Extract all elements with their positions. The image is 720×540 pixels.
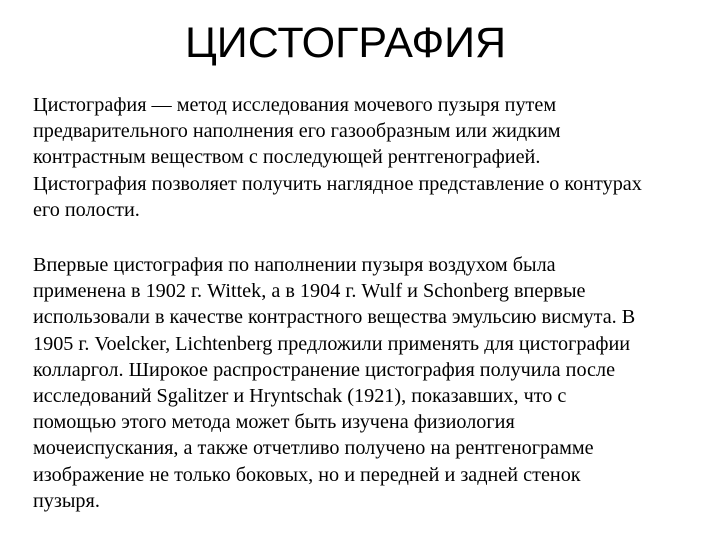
text-line: Цистография — метод исследования мочевого пузыря путем	[33, 94, 557, 116]
text-line: контрастным веществом с последующей рентгенографией.	[33, 146, 541, 169]
text-line: Цистография позволяет получить наглядное представление о контурах	[33, 172, 642, 195]
text-line: применена в 1902 г. Wittek, а в 1904 г. Wulf и Schonberg впервые	[33, 280, 586, 303]
text-line: предварительного наполнения его газообразным или жидким	[33, 120, 561, 143]
slide-title: ЦИСТОГРАФИЯ	[185, 19, 507, 67]
text-line: его полости.	[33, 198, 140, 221]
text-line: Впервые цистография по наполнении пузыря воздухом была	[33, 254, 556, 276]
text-line: мочеиспускания, а также отчетливо получено на рентгенограмме	[33, 437, 594, 460]
text-line: 1905 г. Voelcker, Lichtenberg предложили применять для цистографии	[33, 332, 631, 355]
text-line: использовали в качестве контрастного вещества эмульсию висмута. В	[33, 306, 636, 329]
paragraph-history	[33, 252, 703, 514]
text-line: исследований Sgalitzer и Hryntschak (1921), показавших, что с	[33, 385, 567, 408]
text-line: изображение не только боковых, но и передней и задней стенок	[33, 463, 581, 486]
paragraph-definition	[33, 92, 703, 223]
text-line: помощью этого метода может быть изучена физиология	[33, 411, 515, 434]
text-line: пузыря.	[33, 489, 100, 512]
text-line: колларгол. Широкое распространение цистография получила после	[33, 358, 616, 381]
